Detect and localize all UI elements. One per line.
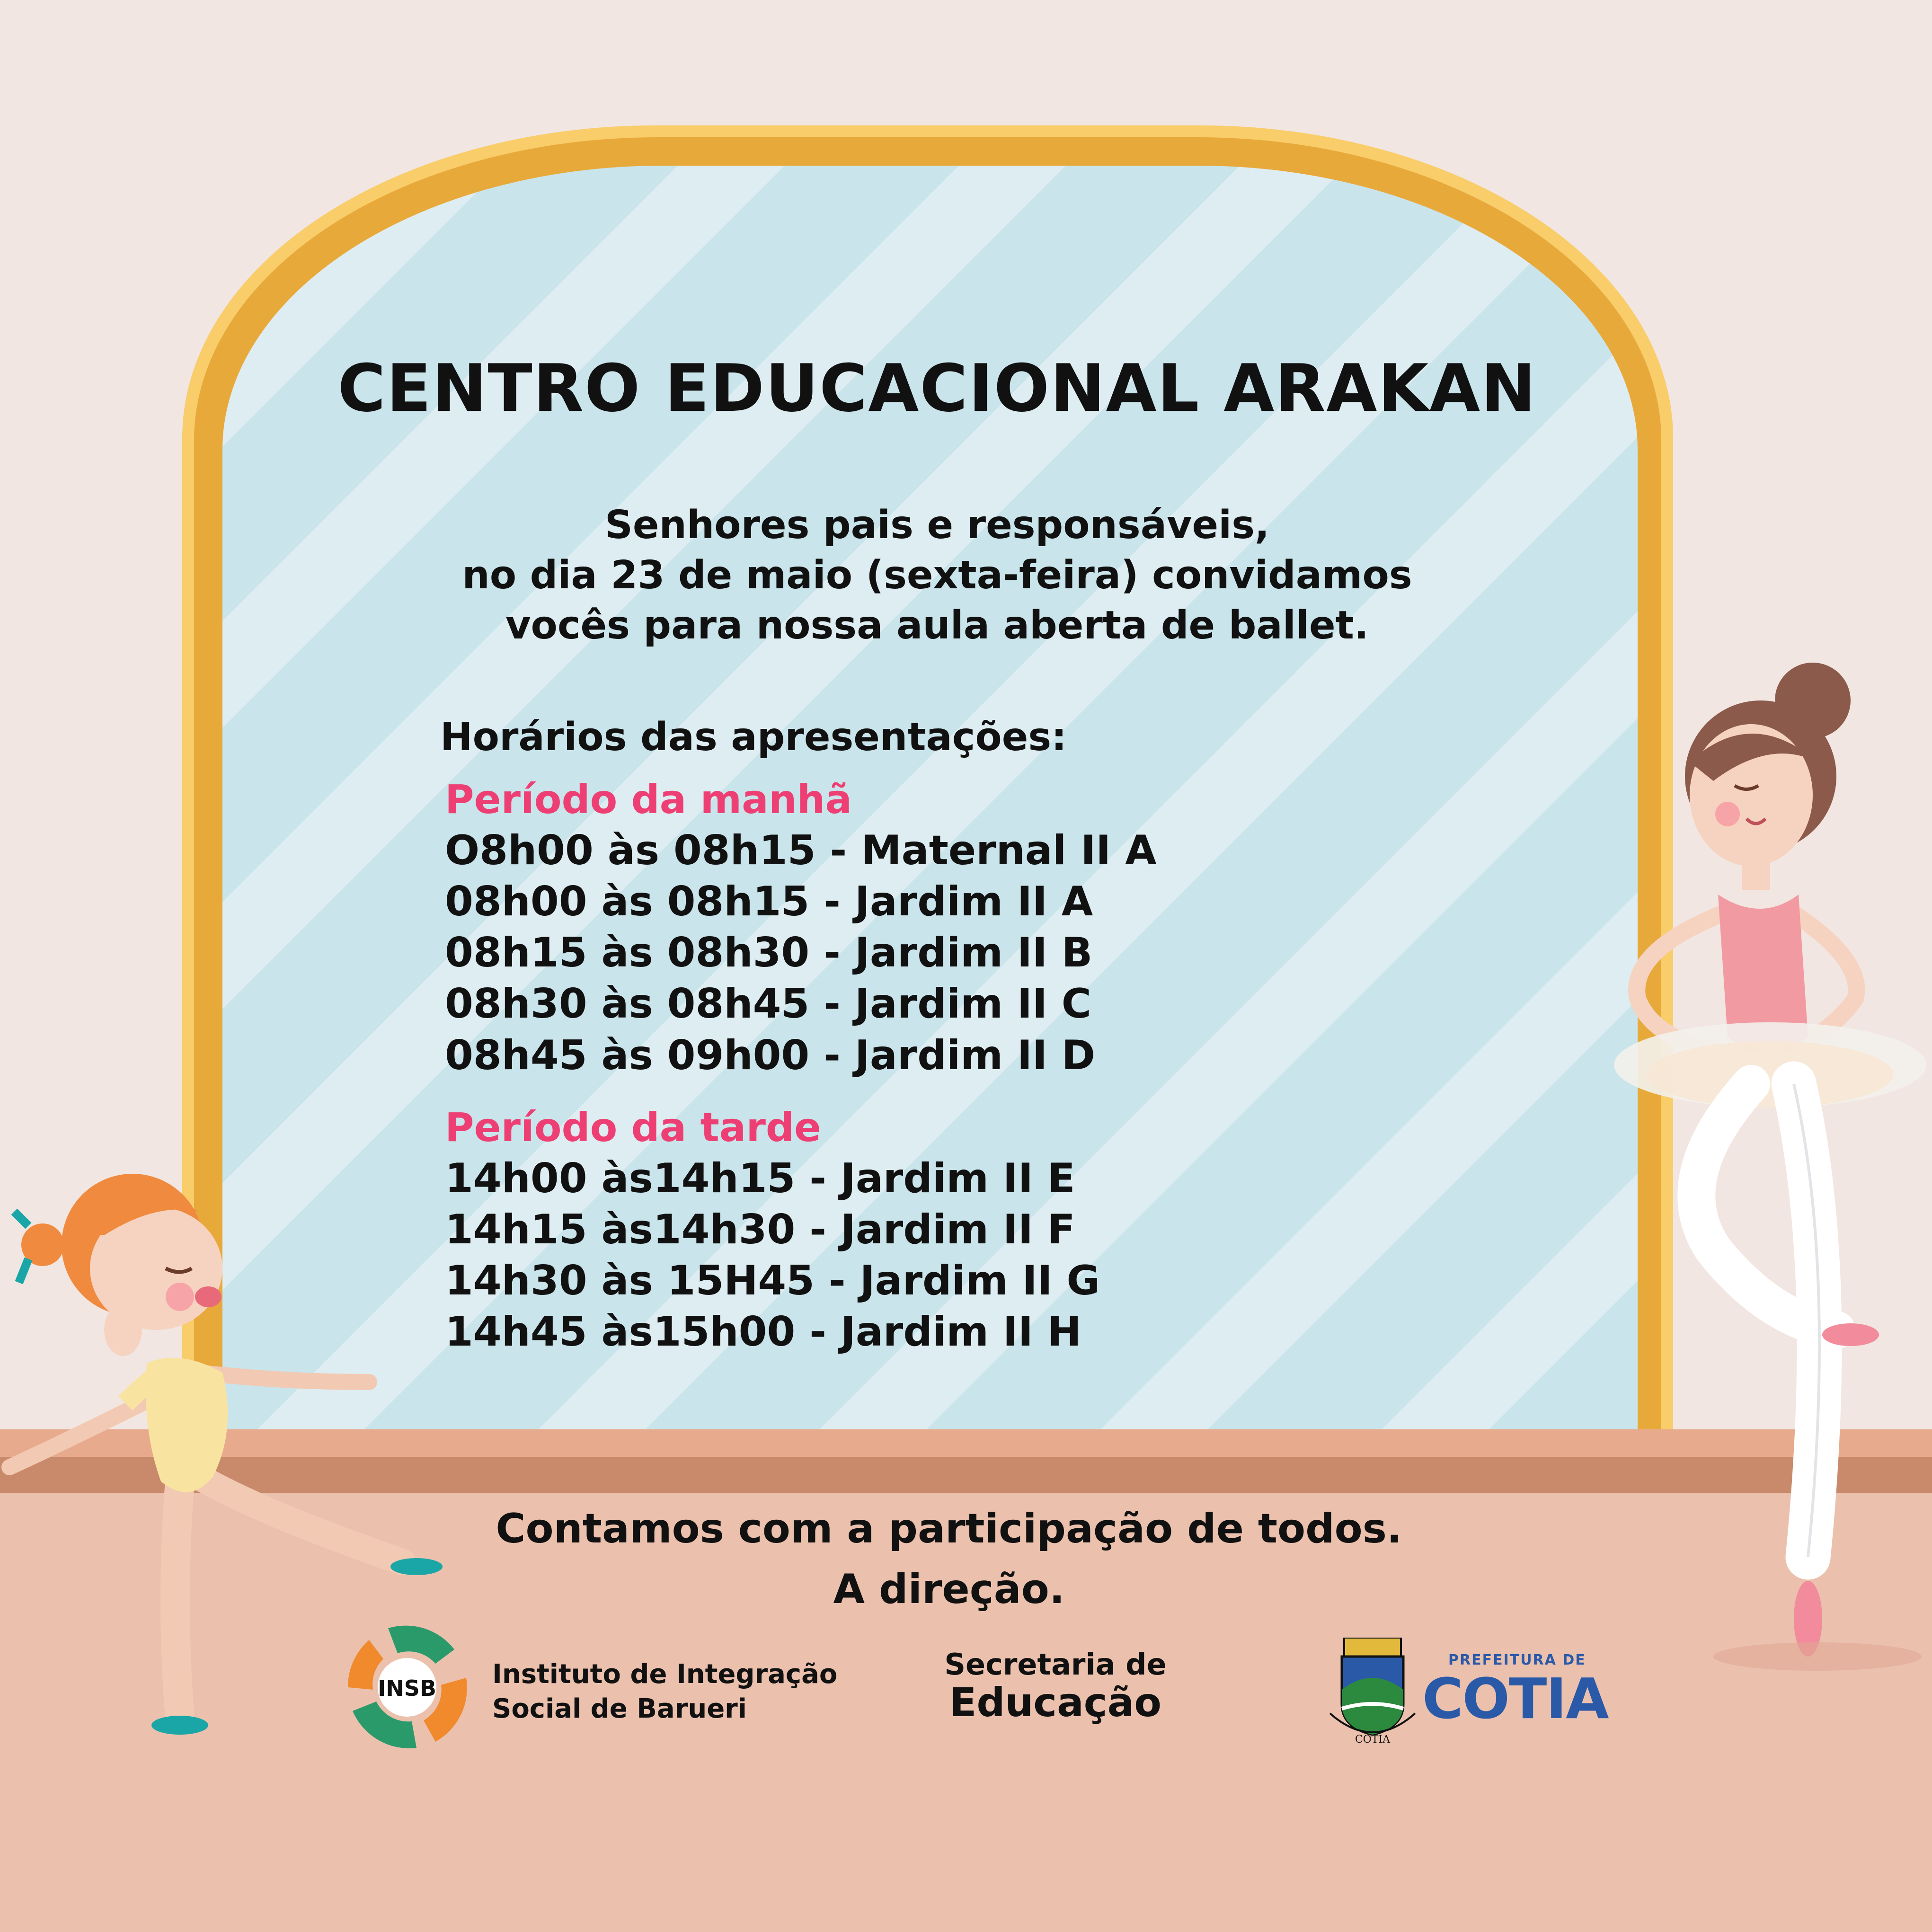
schedule-row: 14h30 às 15H45 - Jardim II G: [445, 1257, 1100, 1304]
schedule-row: 08h15 às 08h30 - Jardim II B: [445, 929, 1093, 976]
closing-line-2: A direção.: [833, 1566, 1065, 1613]
schedule-row: 14h00 às14h15 - Jardim II E: [445, 1155, 1075, 1202]
morning-period-label: Período da manhã: [445, 776, 852, 823]
afternoon-period-label: Período da tarde: [445, 1104, 821, 1151]
insb-badge-text: INSB: [378, 1675, 436, 1701]
secretaria-line-2: Educação: [949, 1679, 1161, 1726]
cotia-name: COTIA: [1422, 1666, 1608, 1731]
insb-logo-icon: [341, 1621, 473, 1754]
insb-name-line-1: Instituto de Integração: [492, 1659, 838, 1690]
schedule-row: 08h30 às 08h45 - Jardim II C: [445, 980, 1091, 1028]
schedule-heading: Horários das apresentações:: [440, 715, 1067, 760]
secretaria-line-1: Secretaria de: [944, 1647, 1167, 1682]
cotia-crest-text: COTIA: [1355, 1734, 1391, 1746]
page-title: CENTRO EDUCACIONAL ARAKAN: [337, 350, 1537, 426]
schedule-row: 08h45 às 09h00 - Jardim II D: [445, 1032, 1096, 1079]
intro-line-3: vocês para nossa aula aberta de ballet.: [505, 603, 1369, 648]
schedule-row: O8h00 às 08h15 - Maternal II A: [445, 827, 1157, 874]
ballerina-adult-illustration: [1571, 658, 1931, 1675]
schedule-row: 14h15 às14h30 - Jardim II F: [445, 1206, 1075, 1253]
closing-line-1: Contamos com a participação de todos.: [496, 1505, 1402, 1552]
cotia-prefix: PREFEITURA DE: [1448, 1652, 1586, 1668]
insb-name-line-2: Social de Barueri: [492, 1693, 747, 1724]
intro-line-1: Senhores pais e responsáveis,: [604, 503, 1270, 548]
cotia-crest-icon: [1325, 1638, 1420, 1746]
intro-line-2: no dia 23 de maio (sexta-feira) convidamos: [462, 553, 1412, 598]
schedule-row: 08h00 às 08h15 - Jardim II A: [445, 878, 1093, 925]
schedule-row: 14h45 às15h00 - Jardim II H: [445, 1308, 1081, 1356]
